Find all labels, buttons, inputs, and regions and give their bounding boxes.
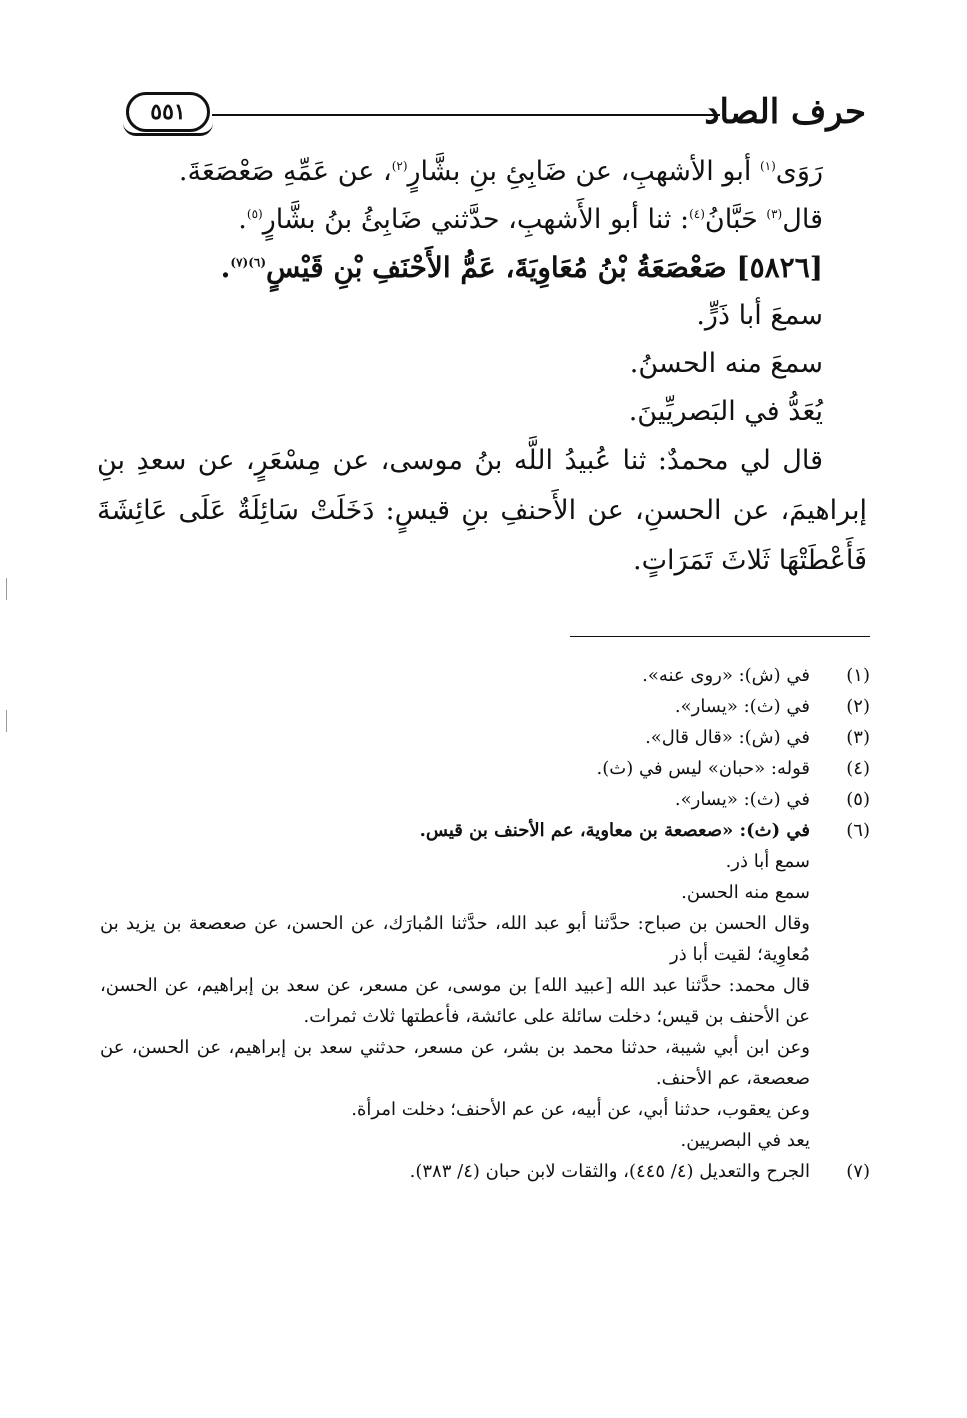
main-line-2	[97, 196, 867, 244]
main-line-5: سمعَ منه الحسنُ.	[629, 348, 823, 379]
footnote-1	[100, 660, 870, 691]
text-span: .	[220, 251, 231, 284]
page-number-text: ٥٥١	[150, 99, 186, 125]
footnote-number: (٥)	[846, 789, 870, 810]
main-text	[97, 148, 867, 586]
footnote-3	[100, 722, 870, 753]
footnote-6-line: قال محمد: حدَّثنا عبد الله [عبيد الله] بن موسى، عن مسعر، عن سعد بن إبراهيم، عن الحسن، عن الأحنف بن قيس؛ دخلت سائلة على عائشة، فأعطتها ثلاث ثمرات.	[100, 975, 810, 1027]
header-rule	[212, 114, 720, 116]
footnote-text: في (ش): «روى عنه».	[642, 665, 810, 686]
page-number	[126, 92, 210, 132]
footnote-4	[100, 753, 870, 784]
footnote-number: (٢)	[846, 696, 870, 717]
text-span: قال	[782, 204, 823, 235]
main-line-4: سمعَ أبا ذَرٍّ.	[696, 300, 823, 331]
footnote-number: (٣)	[846, 727, 870, 748]
text-span: .	[238, 204, 247, 235]
footnote-number: (٧)	[846, 1161, 870, 1182]
footnote-text: في (ث): «صعصعة بن معاوية، عم الأحنف بن قيس.	[419, 820, 810, 841]
page-header	[120, 88, 866, 148]
text-span: ، عن عَمِّهِ صَعْصَعَةَ.	[178, 156, 392, 187]
footnote-ref-2[interactable]: (٢)	[391, 159, 408, 173]
footnote-number: (٦)	[846, 820, 870, 841]
main-line-6: يُعَدُّ في البَصريِّينَ.	[628, 396, 823, 427]
footnote-6-line: وعن يعقوب، حدثنا أبي، عن أبيه، عن عم الأحنف؛ دخلت امرأة.	[351, 1099, 810, 1120]
footnote-6-line: سمع منه الحسن.	[681, 882, 810, 903]
main-paragraph-text: قال لي محمدٌ: ثنا عُبيدُ اللَّه بنُ موسى، عن مِسْعَرٍ، عن سعدِ بنِ إبراهيمَ، عن الحسنِ، عن الأَحنفِ بنِ قيسٍ: دَخَلَتْ سَائِلَةٌ عَلَى عَائِشَةَ فَأَعْطَتْهَا ثَلاثَ تَمَرَاتٍ.	[97, 445, 867, 576]
scan-margin-mark	[6, 710, 7, 732]
entry-heading	[97, 244, 867, 292]
footnotes	[100, 660, 870, 1187]
footnote-text: في (ث): «يسار».	[674, 696, 810, 717]
footnote-rule	[570, 636, 870, 637]
scan-margin-mark	[6, 578, 7, 600]
footnote-ref-1[interactable]: (١)	[759, 159, 776, 173]
text-span: أبو الأشهبِ، عن ضَابِئِ بنِ بشَّارٍ	[407, 156, 752, 187]
text-span: : ثنا أبو الأَشهبِ، حدَّثني ضَابِئُ بنُ بشَّارٍ	[262, 204, 690, 235]
entry-heading-text: [٥٨٢٦] صَعْصَعَةُ بْنُ مُعَاوِيَةَ، عَمُّ الأَحْنَفِ بْنِ قَيْسٍ	[266, 251, 823, 284]
footnote-text: قوله: «حبان» ليس في (ث).	[596, 758, 810, 779]
footnote-6-line: سمع أبا ذر.	[725, 851, 810, 872]
footnote-ref-5[interactable]: (٥)	[246, 207, 263, 221]
footnote-7	[100, 1156, 870, 1187]
chapter-title: حرف الصاد	[704, 92, 866, 132]
footnote-text: في (ث): «يسار».	[674, 789, 810, 810]
footnote-ref-3[interactable]: (٣)	[766, 207, 783, 221]
footnote-2	[100, 691, 870, 722]
footnote-number: (٤)	[846, 758, 870, 779]
footnote-6-line: وقال الحسن بن صباح: حدَّثنا أبو عبد الله، حدَّثنا المُبارَك، عن الحسن، عن صعصعة بن يزيد بن مُعاوِية؛ لقيت أبا ذر	[100, 913, 810, 965]
text-span: رَوَى	[775, 156, 823, 187]
text-span: حَبَّانُ	[704, 204, 758, 235]
footnote-number: (١)	[846, 665, 870, 686]
footnote-text: في (ش): «قال قال».	[645, 727, 810, 748]
footnote-text: الجرح والتعديل (٤/ ٤٤٥)، والثقات لابن حبان (٤/ ٣٨٣).	[409, 1161, 810, 1182]
footnote-ref-6-7[interactable]: (٦)(٧)	[230, 255, 267, 270]
footnote-ref-4[interactable]: (٤)	[689, 207, 705, 221]
main-line-1	[97, 148, 867, 196]
main-paragraph	[97, 436, 867, 586]
footnote-6-line: وعن ابن أبي شيبة، حدثنا محمد بن بشر، عن مسعر، حدثني سعد بن إبراهيم، عن الحسن، عن صعصعة، عم الأحنف.	[100, 1037, 810, 1089]
footnote-6	[100, 815, 870, 846]
footnote-6-line: يعد في البصريين.	[680, 1130, 810, 1151]
footnote-5	[100, 784, 870, 815]
